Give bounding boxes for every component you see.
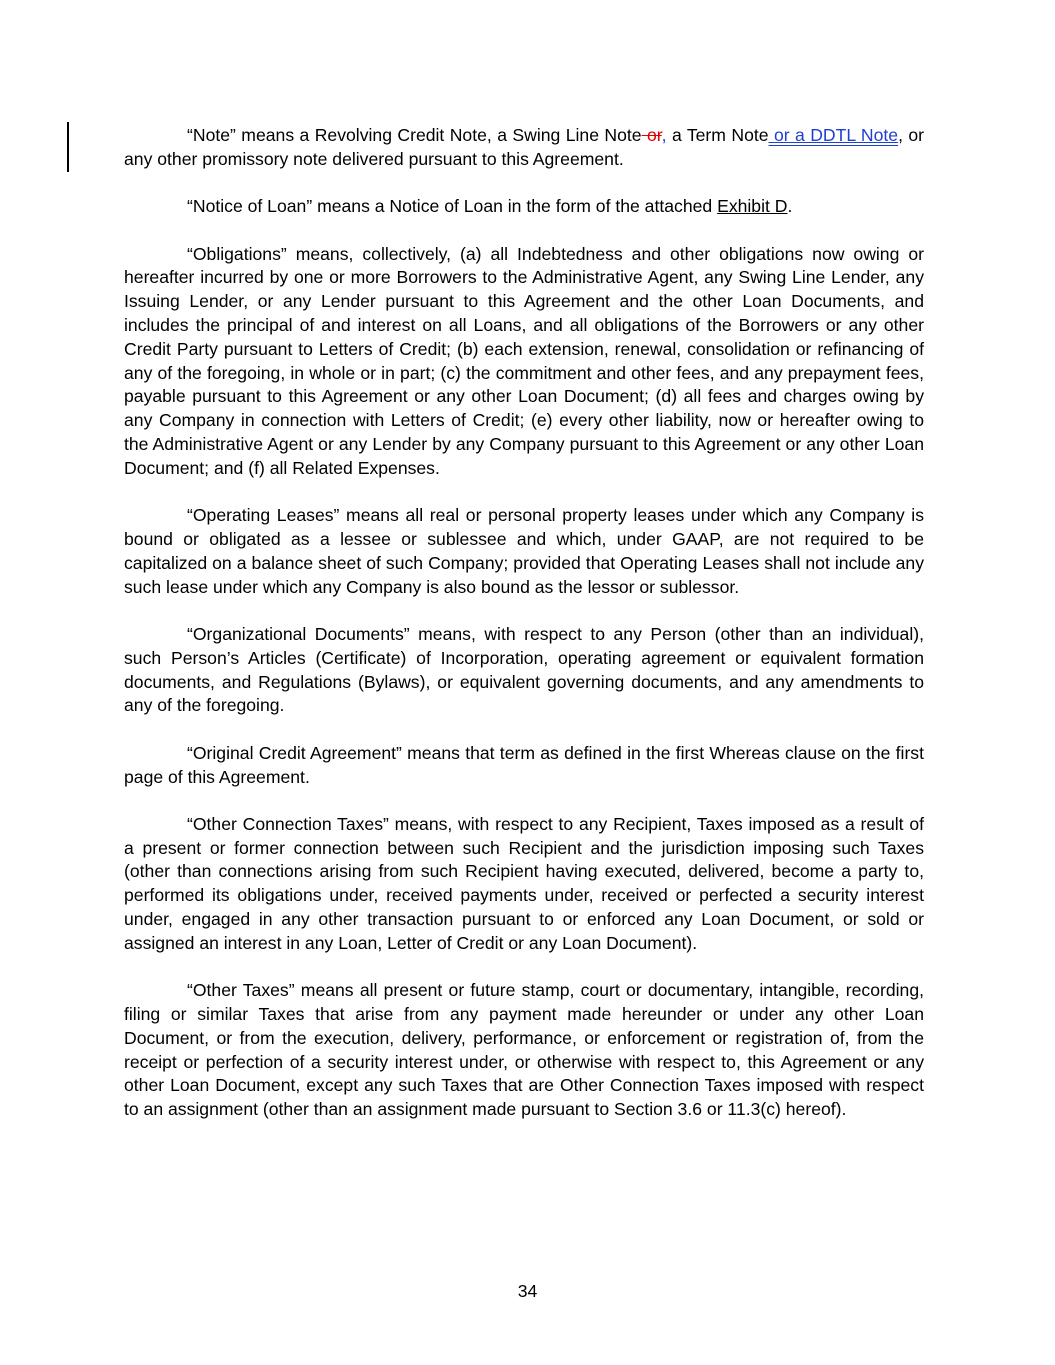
definition-original-credit-agreement: “Original Credit Agreement” means that term as defined in the first Whereas clause on the first page of this Agreement.	[124, 742, 924, 787]
definition-other-connection-taxes: “Other Connection Taxes” means, with respect to any Recipient, Taxes imposed as a result of a present or former connection between such Recipient and the jurisdiction imposing such Taxes (other than connections arising from such Recipient having executed, delivered, become a party to, performed its obligations under, received payments under, received or perfected a security interest under, engaged in any other transaction pursuant to or enforced any Loan Document, or sold or assigned an interest in any Loan, Letter of Credit or any Loan Document).	[124, 813, 924, 953]
note-text-1: means a Revolving Credit Note, a Swing Line Note	[235, 125, 642, 145]
definition-note	[124, 124, 924, 172]
note-text-2: a Term Note	[666, 125, 769, 145]
inserted-ddtl-note: or a DDTL Note	[768, 125, 899, 145]
deleted-text: or	[641, 125, 662, 145]
document-page	[124, 124, 924, 1146]
revision-change-bar	[67, 122, 69, 172]
definition-other-taxes: “Other Taxes” means all present or future stamp, court or documentary, intangible, recording, filing or similar Taxes that arise from any payment made hereunder or under any other Loan Document, or from the execution, delivery, performance, or enforcement or registration of, from the receipt or perfection of a security interest under, or otherwise with respect to, this Agreement or any other Loan Document, except any such Taxes that are Other Connection Taxes imposed with respect to an assignment (other than an assignment made pursuant to Section 3.6 or 11.3(c) hereof).	[124, 980, 924, 1120]
definition-notice-of-loan	[124, 195, 924, 219]
note-term: “Note”	[187, 125, 236, 145]
definition-operating-leases: “Operating Leases” means all real or personal property leases under which any Company is bound or obligated as a lessee or sublessee and which, under GAAP, are not required to be capitalized on a balance sheet of such Company; provided that Operating Leases shall not include any such lease under which any Company is also bound as the lessor or sublessor.	[124, 505, 924, 597]
notice-of-loan-text-1: “Notice of Loan” means a Notice of Loan in the form of the attached	[187, 196, 718, 217]
page-number: 34	[517, 1281, 538, 1301]
exhibit-reference: Exhibit D	[717, 196, 788, 217]
notice-of-loan-text-2: .	[787, 196, 793, 217]
definition-organizational-documents: “Organizational Documents” means, with respect to any Person (other than an individual), such Person’s Articles (Certificate) of Incorporation, operating agreement or equivalent formation documents, and Regulations (Bylaws), or equivalent governing documents, and any amendments to any of the foregoing.	[124, 623, 924, 716]
definition-obligations: “Obligations” means, collectively, (a) all Indebtedness and other obligations now owing or hereafter incurred by one or more Borrowers to the Administrative Agent, any Swing Line Lender, any Issuing Lender, or any Lender pursuant to this Agreement and the other Loan Documents, and includes the principal of and interest on all Loans, and all obligations of the Borrowers or any other Credit Party pursuant to Letters of Credit; (b) each extension, renewal, consolidation or refinancing of any of the foregoing, in whole or in part; (c) the commitment and other fees, and any prepayment fees, payable pursuant to this Agreement or any other Loan Document; (d) all fees and charges owing by any Company in connection with Letters of Credit; (e) every other liability, now or hereafter owing to the Administrative Agent or any Lender by any Company pursuant to this Agreement or any other Loan Document; and (f) all Related Expenses.	[124, 243, 924, 478]
note-text-3: , or any other promissory note delivered pursuant to this Agreement.	[124, 125, 925, 169]
inserted-comma: ,	[661, 125, 667, 145]
